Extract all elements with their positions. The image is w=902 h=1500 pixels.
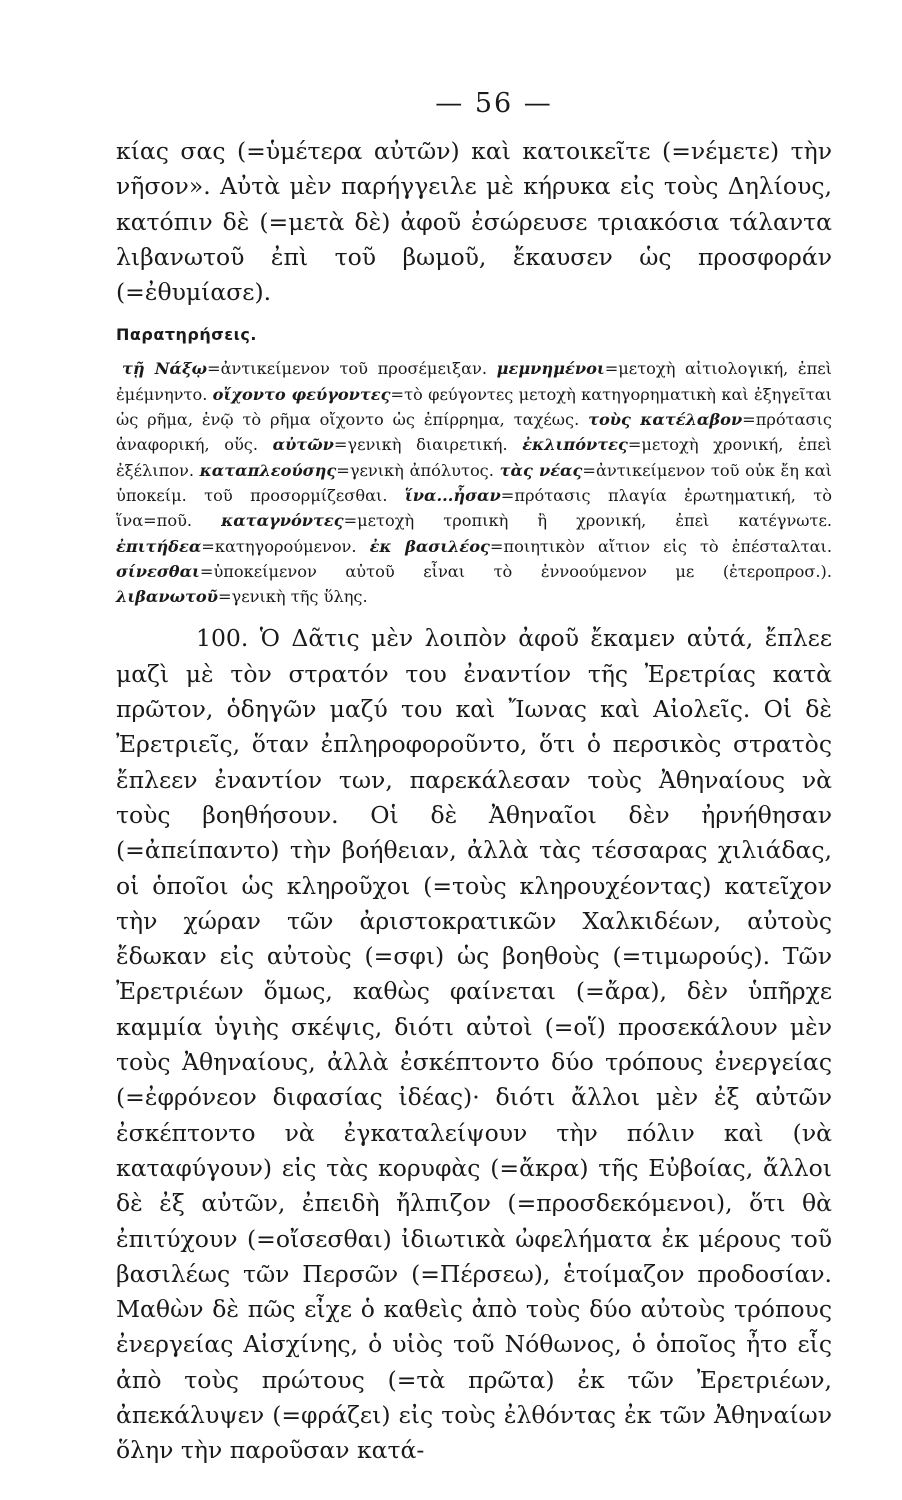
note-text: =πρότασις πλαγία ἐρωτηματική, τὸ ἵνα=ποῦ.: [116, 485, 832, 531]
note-keyword: οἴχοντο φεύγοντες: [212, 384, 391, 404]
note-keyword: τὰς νέας: [499, 460, 583, 480]
notes-heading: Παρατηρήσεις.: [116, 325, 257, 345]
note-text: =ποιητικὸν αἴτιον εἰς τὸ ἐπέσταλται.: [489, 536, 832, 556]
note-text: =μετοχὴ αἰτιολογική, ἐπεὶ ἐμέμνηντο.: [116, 359, 832, 404]
note-keyword: λιβανωτοῦ: [116, 587, 218, 607]
note-keyword: ἵνα...ἦσαν: [404, 485, 501, 505]
note-keyword: σίνεσθαι: [116, 561, 200, 581]
note-keyword: αὐτῶν: [272, 435, 334, 455]
note-keyword: καταγνόντες: [221, 511, 344, 531]
note-text: =ὑποκείμενον αὐτοῦ εἶναι τὸ ἐννοούμενον με (ἑτεροπροσ.).: [199, 561, 832, 581]
note-keyword: καταπλεούσης: [199, 460, 337, 480]
note-text: =τὸ φεύγοντες μετοχὴ κατηγορηματικὴ καὶ ἐξηγεῖται ὡς ρῆμα, ἐνῷ τὸ ρῆμα οἴχοντο ὡς ἐπίρρημα, ταχέως.: [116, 384, 832, 430]
note-text: =μετοχὴ τροπικὴ ἢ χρονική, ἐπεὶ κατέγνωτε.: [343, 511, 832, 531]
note-text: =ἀντικείμενον τοῦ οὐκ ἔη καὶ ὑποκείμ. τοῦ προσορμίζεσθαι.: [116, 460, 832, 505]
page-number: — 56 —: [435, 88, 553, 119]
opening-paragraph: κίας σας (=ὑμέτερα αὐτῶν) καὶ κατοικεῖτε (=νέμετε) τὴν νῆσον». Αὐτὰ μὲν παρήγγειλε μὲ κήρυκα εἰς τοὺς Δηλίους, κατόπιν δὲ (=μετὰ δὲ) ἀφοῦ ἐσώρευσε τριακόσια τάλαντα λιβανωτοῦ ἐπὶ τοῦ βωμοῦ, ἔκαυσεν ὡς προσφοράν (=ἐθυμίασε).: [116, 137, 832, 307]
notes-paragraph: [116, 356, 832, 609]
note-text: =γενικὴ διαιρετική.: [333, 435, 523, 455]
note-text: =ἀντικείμενον τοῦ προσέμειξαν.: [207, 359, 497, 379]
note-text: =μετοχὴ χρονική, ἐπεὶ ἐξέλιπον.: [116, 435, 832, 480]
note-text: =γενικὴ τῆς ὕλης.: [217, 587, 368, 607]
note-keyword: μεμνημένοι: [496, 359, 605, 379]
chapter-100-paragraph: 100. Ὁ Δᾶτις μὲν λοιπὸν ἀφοῦ ἔκαμεν αὐτά, ἔπλεε μαζὶ μὲ τὸν στρατόν του ἐναντίον τῆς Ἐρετρίας κατὰ πρῶτον, ὁδηγῶν μαζύ του καὶ Ἴωνας καὶ Αἰολεῖς. Οἱ δὲ Ἐρετριεῖς, ὅταν ἐπληροφοροῦντο, ὅτι ὁ περσικὸς στρατὸς ἔπλεεν ἐναντίον των, παρεκάλεσαν τοὺς Ἀθηναίους νὰ τοὺς βοηθήσουν. Οἱ δὲ Ἀθηναῖοι δὲν ἠρνήθησαν (=ἀπείπαντο) τὴν βοήθειαν, ἀλλὰ τὰς τέσσαρας χιλιάδας, οἱ ὁποῖοι ὡς κληροῦχοι (=τοὺς κληρουχέοντας) κατεῖχον τὴν χώραν τῶν ἀριστοκρατικῶν Χαλκιδέων, αὐτοὺς ἔδωκαν εἰς αὐτοὺς (=σφι) ὡς βοηθοὺς (=τιμωρούς). Τῶν Ἐρετριέων ὅμως, καθὼς φαίνεται (=ἄρα), δὲν ὑπῆρχε καμμία ὑγιὴς σκέψις, διότι αὐτοὶ (=οἵ) προσεκάλουν μὲν τοὺς Ἀθηναίους, ἀλλὰ ἐσκέπτοντο δύο τρόπους ἐνεργείας (=ἐφρόνεον διφασίας ἰδέας)· διότι ἄλλοι μὲν ἐξ αὐτῶν ἐσκέπτοντο νὰ ἐγκαταλείψουν τὴν πόλιν καὶ (νὰ καταφύγουν) εἰς τὰς κορυφὰς (=ἄκρα) τῆς Εὐβοίας, ἄλλοι δὲ ἐξ αὐτῶν, ἐπειδὴ ἤλπιζον (=προσδεκόμενοι), ὅτι θὰ ἐπιτύχουν (=οἴσεσθαι) ἰδιωτικὰ ὠφελήματα ἐκ μέρους τοῦ βασιλέως τῶν Περσῶν (=Πέρσεω), ἑτοίμαζον προδοσίαν. Μαθὼν δὲ πῶς εἶχε ὁ καθεὶς ἀπὸ τοὺς δύο αὐτοὺς τρόπους ἐνεργείας Αἰσχίνης, ὁ υἱὸς τοῦ Νόθωνος, ὁ ὁποῖος ἦτο εἷς ἀπὸ τοὺς πρώτους (=τὰ πρῶτα) ἐκ τῶν Ἐρετριέων, ἀπεκάλυψεν (=φράζει) εἰς τοὺς ἐλθόντας ἐκ τῶν Ἀθηναίων ὅλην τὴν παροῦσαν κατά-: [116, 624, 832, 1465]
note-keyword: τοὺς κατέλαβον: [588, 410, 743, 430]
note-text: =κατηγορούμενον.: [201, 536, 370, 556]
note-keyword: ἐκλιπόντες: [522, 435, 628, 455]
note-keyword: τῇ Νάξῳ: [122, 359, 208, 379]
note-keyword: ἐκ βασιλέος: [369, 536, 490, 556]
note-text: =γενικὴ ἀπόλυτος.: [336, 460, 500, 480]
note-text: =πρότασις ἀναφορική, οὕς.: [116, 410, 832, 455]
note-keyword: ἐπιτήδεα: [116, 536, 202, 556]
